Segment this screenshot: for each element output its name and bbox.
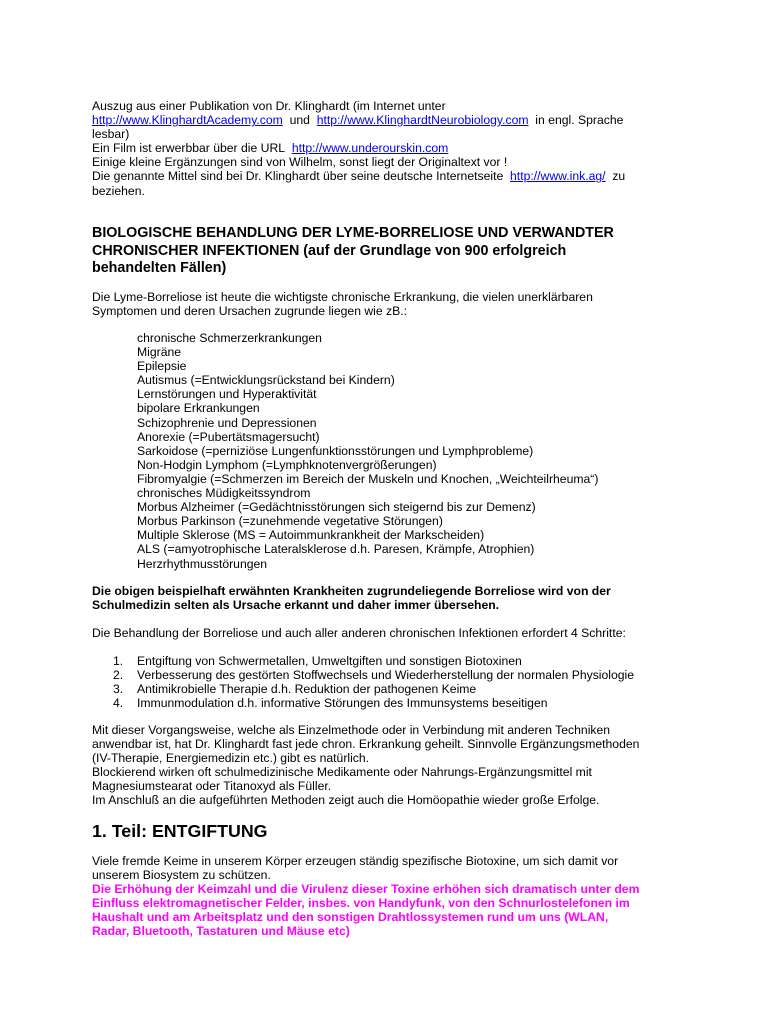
para2-line-2: anwendbar ist, hat Dr. Klinghardt fast jede chron. Erkrankung geheilt. Sinnvolle Ergänzungsmethoden xyxy=(92,737,640,752)
magenta-line-4: Radar, Bluetooth, Tastaturen und Mäuse etc) xyxy=(92,924,350,939)
list-item: Migräne xyxy=(137,345,182,360)
disease-list xyxy=(137,331,708,571)
section-heading xyxy=(92,821,688,841)
bold-paragraph xyxy=(92,584,688,612)
title-line-2: CHRONISCHER INFEKTIONEN (auf der Grundlage von 900 erfolgreich xyxy=(92,242,567,259)
ink-link[interactable]: http://www.ink.ag/ xyxy=(510,169,606,184)
bold-line-1: Die obigen beispielhaft erwähnten Krankheiten zugrundeliegende Borreliose wird von der xyxy=(92,584,611,598)
step-text: Antimikrobielle Therapie d.h. Reduktion der pathogenen Keime xyxy=(137,682,477,697)
klinghardt-academy-link[interactable]: http://www.KlinghardtAcademy.com xyxy=(92,113,283,128)
paragraph-method xyxy=(92,723,688,808)
highlight-paragraph xyxy=(92,882,688,938)
list-item: Fibromyalgie (=Schmerzen im Bereich der Muskeln und Knochen, „Weichteilrheuma“) xyxy=(137,471,599,486)
intro-block xyxy=(92,99,688,198)
list-item: Herzrhythmusstörungen xyxy=(137,556,268,571)
paragraph-lyme-intro xyxy=(92,290,688,318)
list-item: Sarkoidose (=perniziöse Lungenfunktionsstörungen und Lymphprobleme) xyxy=(137,443,534,458)
intro-line-2 xyxy=(92,113,688,127)
list-item: Non-Hodgin Lymphom (=Lymphknotenvergrößerungen) xyxy=(137,457,437,472)
list-item xyxy=(113,682,728,696)
und-text: und xyxy=(289,113,310,128)
list-item: ALS (=amyotrophische Lateralsklerose d.h. Paresen, Krämpfe, Atrophien) xyxy=(137,542,535,557)
step-text: Verbesserung des gestörten Stoffwechsels und Wiederherstellung der normalen Physiologie xyxy=(137,668,635,683)
title-line-1: BIOLOGISCHE BEHANDLUNG DER LYME-BORRELIOSE UND VERWANDTER xyxy=(92,225,614,241)
list-item xyxy=(113,654,728,668)
step-text: Entgiftung von Schwermetallen, Umweltgiften und sonstigen Biotoxinen xyxy=(137,654,522,668)
step-text: Immunmodulation d.h. informative Störungen des Immunsystems beseitigen xyxy=(137,696,548,711)
document-title xyxy=(92,225,688,278)
step-number: 3. xyxy=(113,682,124,697)
step-number: 4. xyxy=(113,696,124,711)
list-item: bipolare Erkrankungen xyxy=(137,401,260,416)
title-line-3: behandelten Fällen) xyxy=(92,260,227,277)
step-number: 1. xyxy=(113,654,124,668)
list-item xyxy=(113,696,728,710)
bold-line-2: Schulmedizin selten als Ursache erkannt und daher immer übersehen. xyxy=(92,598,500,613)
klinghardt-neurobiology-link[interactable]: http://www.KlinghardtNeurobiology.com xyxy=(316,113,529,128)
list-item: Anorexie (=Pubertätsmagersucht) xyxy=(137,429,320,444)
list-item: Morbus Parkinson (=zunehmende vegetative Störungen) xyxy=(137,514,443,529)
magenta-line-3: Haushalt und am Arbeitsplatz und den sonstigen Drahtlossystemen rund um uns (WLAN, xyxy=(92,910,609,925)
intro-line-7: beziehen. xyxy=(92,183,145,198)
para2-line-5: Magnesiumstearat oder Titanoxyd als Füller. xyxy=(92,779,332,794)
zu-text: zu xyxy=(612,169,626,184)
intro-line-5: Einige kleine Ergänzungen sind von Wilhelm, sonst liegt der Originaltext vor ! xyxy=(92,155,508,170)
step-number: 2. xyxy=(113,668,124,683)
steps-list xyxy=(113,654,728,710)
list-item: chronisches Müdigkeitssyndrom xyxy=(137,486,311,501)
para2-line-6: Im Anschluß an die aufgeführten Methoden zeigt auch die Homöopathie wieder große Erfolge. xyxy=(92,793,600,808)
intro-line-1: Auszug aus einer Publikation von Dr. Klinghardt (im Internet unter xyxy=(92,99,446,113)
para2-line-4: Blockierend wirken oft schulmedizinische Medikamente oder Nahrungs-Ergänzungsmittel mit xyxy=(92,765,592,780)
steps-intro-text: Die Behandlung der Borreliose und auch aller anderen chronischen Infektionen erfordert 4 Schritte: xyxy=(92,626,626,640)
intro-line-6-text: Die genannte Mittel sind bei Dr. Klinghardt über seine deutsche Internetseite xyxy=(92,169,504,184)
para1-line-1: Die Lyme-Borreliose ist heute die wichtigste chronische Erkrankung, die vielen unerklärbaren xyxy=(92,290,593,304)
list-item: chronische Schmerzerkrankungen xyxy=(137,331,322,345)
list-item: Epilepsie xyxy=(137,359,187,374)
list-item: Morbus Alzheimer (=Gedächtnisstörungen sich steigernd bis zur Demenz) xyxy=(137,500,536,515)
para1-line-2: Symptomen und deren Ursachen zugrunde liegen wie zB.: xyxy=(92,304,408,319)
intro-line-6 xyxy=(92,169,688,183)
magenta-line-2: Einfluss elektromagnetischer Felder, insbes. von Handyfunk, von den Schnurlostelefonen im xyxy=(92,896,630,911)
magenta-line-1: Die Erhöhung der Keimzahl und die Virulenz dieser Toxine erhöhen sich dramatisch unter dem xyxy=(92,882,640,896)
list-item: Multiple Sklerose (MS = Autoimmunkrankheit der Markscheiden) xyxy=(137,528,485,543)
list-item: Lernstörungen und Hyperaktivität xyxy=(137,387,317,402)
steps-intro xyxy=(92,626,688,640)
intro-line-2-end: in engl. Sprache xyxy=(535,113,624,128)
list-item: Autismus (=Entwicklungsrückstand bei Kindern) xyxy=(137,373,395,388)
list-item xyxy=(113,668,728,682)
paragraph-biotoxins xyxy=(92,854,688,882)
intro-line-3: lesbar) xyxy=(92,127,130,142)
underourskin-link[interactable]: http://www.underourskin.com xyxy=(291,141,449,156)
para2-line-3: (IV-Therapie, Energiemedizin etc.) gibt es natürlich. xyxy=(92,751,370,766)
film-text: Ein Film ist erwerbbar über die URL xyxy=(92,141,286,156)
section-heading-text: 1. Teil: ENTGIFTUNG xyxy=(92,821,268,841)
intro-line-4 xyxy=(92,141,688,155)
para3-line-2: unserem Biosystem zu schützen. xyxy=(92,868,271,883)
para2-line-1: Mit dieser Vorgangsweise, welche als Einzelmethode oder in Verbindung mit anderen Techniken xyxy=(92,723,611,737)
list-item: Schizophrenie und Depressionen xyxy=(137,415,317,430)
para3-line-1: Viele fremde Keime in unserem Körper erzeugen ständig spezifische Biotoxine, um sich damit vor xyxy=(92,854,619,868)
